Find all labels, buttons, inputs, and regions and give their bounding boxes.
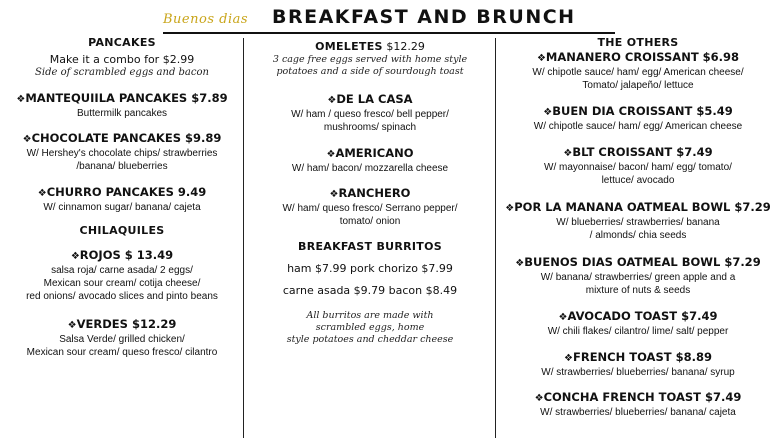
section-heading: BREAKFAST BURRITOS — [298, 240, 442, 253]
section-heading: PANCAKES — [88, 36, 156, 49]
item-desc: /banana/ blueberries — [76, 161, 168, 172]
item-name: POR LA MANANA OATMEAL BOWL $7.29 — [514, 200, 771, 214]
item-desc: red onions/ avocado slices and pinto beans — [26, 291, 218, 302]
item-name: BUEN DIA CROISSANT $5.49 — [552, 104, 733, 118]
item-name: CHOCOLATE PANCAKES $9.89 — [31, 131, 222, 145]
omeletes-note: 3 cage free eggs served with home style — [272, 54, 468, 65]
item-desc: Buttermilk pancakes — [76, 108, 168, 119]
title-underline — [163, 32, 615, 34]
diamond-bullet-icon: ❖ — [558, 312, 568, 323]
menu-item — [496, 255, 780, 297]
item-desc: Mexican sour cream/ queso fresco/ cilantro — [26, 347, 218, 358]
diamond-bullet-icon: ❖ — [22, 134, 32, 145]
item-desc: W/ chili flakes/ cilantro/ lime/ salt/ pepper — [547, 326, 729, 337]
menu-title: BREAKFAST AND BRUNCH — [272, 6, 576, 28]
diamond-bullet-icon: ❖ — [515, 258, 525, 269]
item-desc: / almonds/ chia seeds — [589, 230, 687, 241]
menu-item — [244, 186, 496, 228]
item-name: FRENCH TOAST $8.89 — [572, 350, 712, 364]
diamond-bullet-icon: ❖ — [563, 148, 573, 159]
item-desc: W/ chipotle sauce/ ham/ egg/ American cheese/ — [532, 67, 744, 78]
item-desc: W/ cinnamon sugar/ banana/ cajeta — [43, 202, 201, 213]
item-name: AMERICANO — [335, 146, 414, 160]
diamond-bullet-icon: ❖ — [67, 320, 77, 331]
diamond-bullet-icon: ❖ — [505, 203, 515, 214]
diamond-bullet-icon: ❖ — [564, 353, 573, 364]
burritos-section — [244, 240, 496, 346]
item-name: DE LA CASA — [336, 92, 413, 106]
omeletes-note: potatoes and a side of sourdough toast — [276, 66, 464, 77]
omeletes-section — [244, 39, 496, 78]
burritos-note: style potatoes and cheddar cheese — [286, 334, 454, 345]
burritos-note: scrambled eggs, home — [315, 322, 425, 333]
menu-header — [0, 4, 780, 30]
section-heading: OMELETES — [315, 40, 383, 53]
diamond-bullet-icon: ❖ — [536, 53, 546, 64]
menu-item — [496, 200, 780, 242]
item-desc: W/ ham/ queso fresco/ Serrano pepper/ — [282, 203, 458, 214]
diamond-bullet-icon: ❖ — [326, 149, 336, 160]
item-desc: W/ mayonnaise/ bacon/ ham/ egg/ tomato/ — [544, 162, 732, 173]
menu-item — [496, 309, 780, 338]
menu-item — [0, 91, 244, 120]
diamond-bullet-icon: ❖ — [37, 188, 47, 199]
item-desc: W/ ham / queso fresco/ bell pepper/ — [291, 109, 449, 120]
section-heading: THE OTHERS — [597, 36, 679, 49]
diamond-bullet-icon: ❖ — [16, 94, 26, 105]
omeletes-price: $12.29 — [386, 40, 425, 53]
item-name: ROJOS $ 13.49 — [79, 248, 174, 262]
greeting-text: Buenos dias — [163, 12, 249, 27]
menu-item — [244, 92, 496, 134]
item-desc: Mexican sour cream/ cotija cheese/ — [43, 278, 201, 289]
item-name: MANTEQUIILA PANCAKES $7.89 — [25, 91, 228, 105]
menu-item — [0, 185, 244, 214]
menu-item — [0, 317, 244, 359]
item-desc: mushrooms/ spinach — [323, 122, 417, 133]
item-desc: Salsa Verde/ grilled chicken/ — [59, 334, 185, 345]
item-desc: W/ banana/ strawberries/ green apple and a — [540, 272, 736, 283]
item-desc: W/ blueberries/ strawberries/ banana — [556, 217, 720, 228]
item-name: CHURRO PANCAKES 9.49 — [46, 185, 207, 199]
menu-item — [496, 350, 780, 379]
item-name: BLT CROISSANT $7.49 — [572, 145, 713, 159]
item-desc: W/ ham/ bacon/ mozzarella cheese — [291, 163, 449, 174]
burritos-note: All burritos are made with — [306, 310, 434, 321]
item-name: CONCHA FRENCH TOAST $7.49 — [543, 390, 742, 404]
item-name: BUENOS DIAS OATMEAL BOWL $7.29 — [524, 255, 761, 269]
menu-item — [244, 146, 496, 175]
menu-item — [496, 145, 780, 187]
item-name: VERDES $12.29 — [76, 317, 177, 331]
item-name: MANANERO CROISSANT $6.98 — [545, 50, 740, 64]
combo-note: Side of scrambled eggs and bacon — [35, 67, 209, 78]
combo-offer: Make it a combo for $2.99 — [49, 53, 195, 66]
pancakes-section — [0, 36, 244, 79]
diamond-bullet-icon: ❖ — [543, 107, 553, 118]
item-desc: W/ strawberries/ blueberries/ banana/ cajeta — [540, 407, 736, 418]
item-name: AVOCADO TOAST $7.49 — [567, 309, 718, 323]
diamond-bullet-icon: ❖ — [327, 95, 337, 106]
chilaquiles-section — [0, 224, 244, 237]
item-desc: W/ chipotle sauce/ ham/ egg/ American cheese — [533, 121, 743, 132]
item-desc: W/ Hershey's chocolate chips/ strawberries — [26, 148, 218, 159]
item-desc: Tomato/ jalapeño/ lettuce — [582, 80, 694, 91]
menu-item — [496, 390, 780, 419]
others-section — [496, 36, 780, 49]
menu-item — [0, 248, 244, 303]
diamond-bullet-icon: ❖ — [534, 393, 544, 404]
burritos-prices-row-2: carne asada $9.79 bacon $8.49 — [282, 284, 458, 297]
item-name: RANCHERO — [338, 186, 411, 200]
item-desc: lettuce/ avocado — [601, 175, 675, 186]
item-desc: salsa roja/ carne asada/ 2 eggs/ — [51, 265, 193, 276]
section-heading: CHILAQUILES — [79, 224, 165, 237]
item-desc: tomato/ onion — [339, 216, 401, 227]
diamond-bullet-icon: ❖ — [329, 189, 339, 200]
diamond-bullet-icon: ❖ — [70, 251, 80, 262]
menu-item — [496, 50, 780, 92]
burritos-prices-row-1: ham $7.99 pork chorizo $7.99 — [287, 262, 453, 275]
item-desc: W/ strawberries/ blueberries/ banana/ syrup — [541, 367, 735, 378]
item-desc: mixture of nuts & seeds — [585, 285, 691, 296]
menu-item — [0, 131, 244, 173]
menu-item — [496, 104, 780, 133]
